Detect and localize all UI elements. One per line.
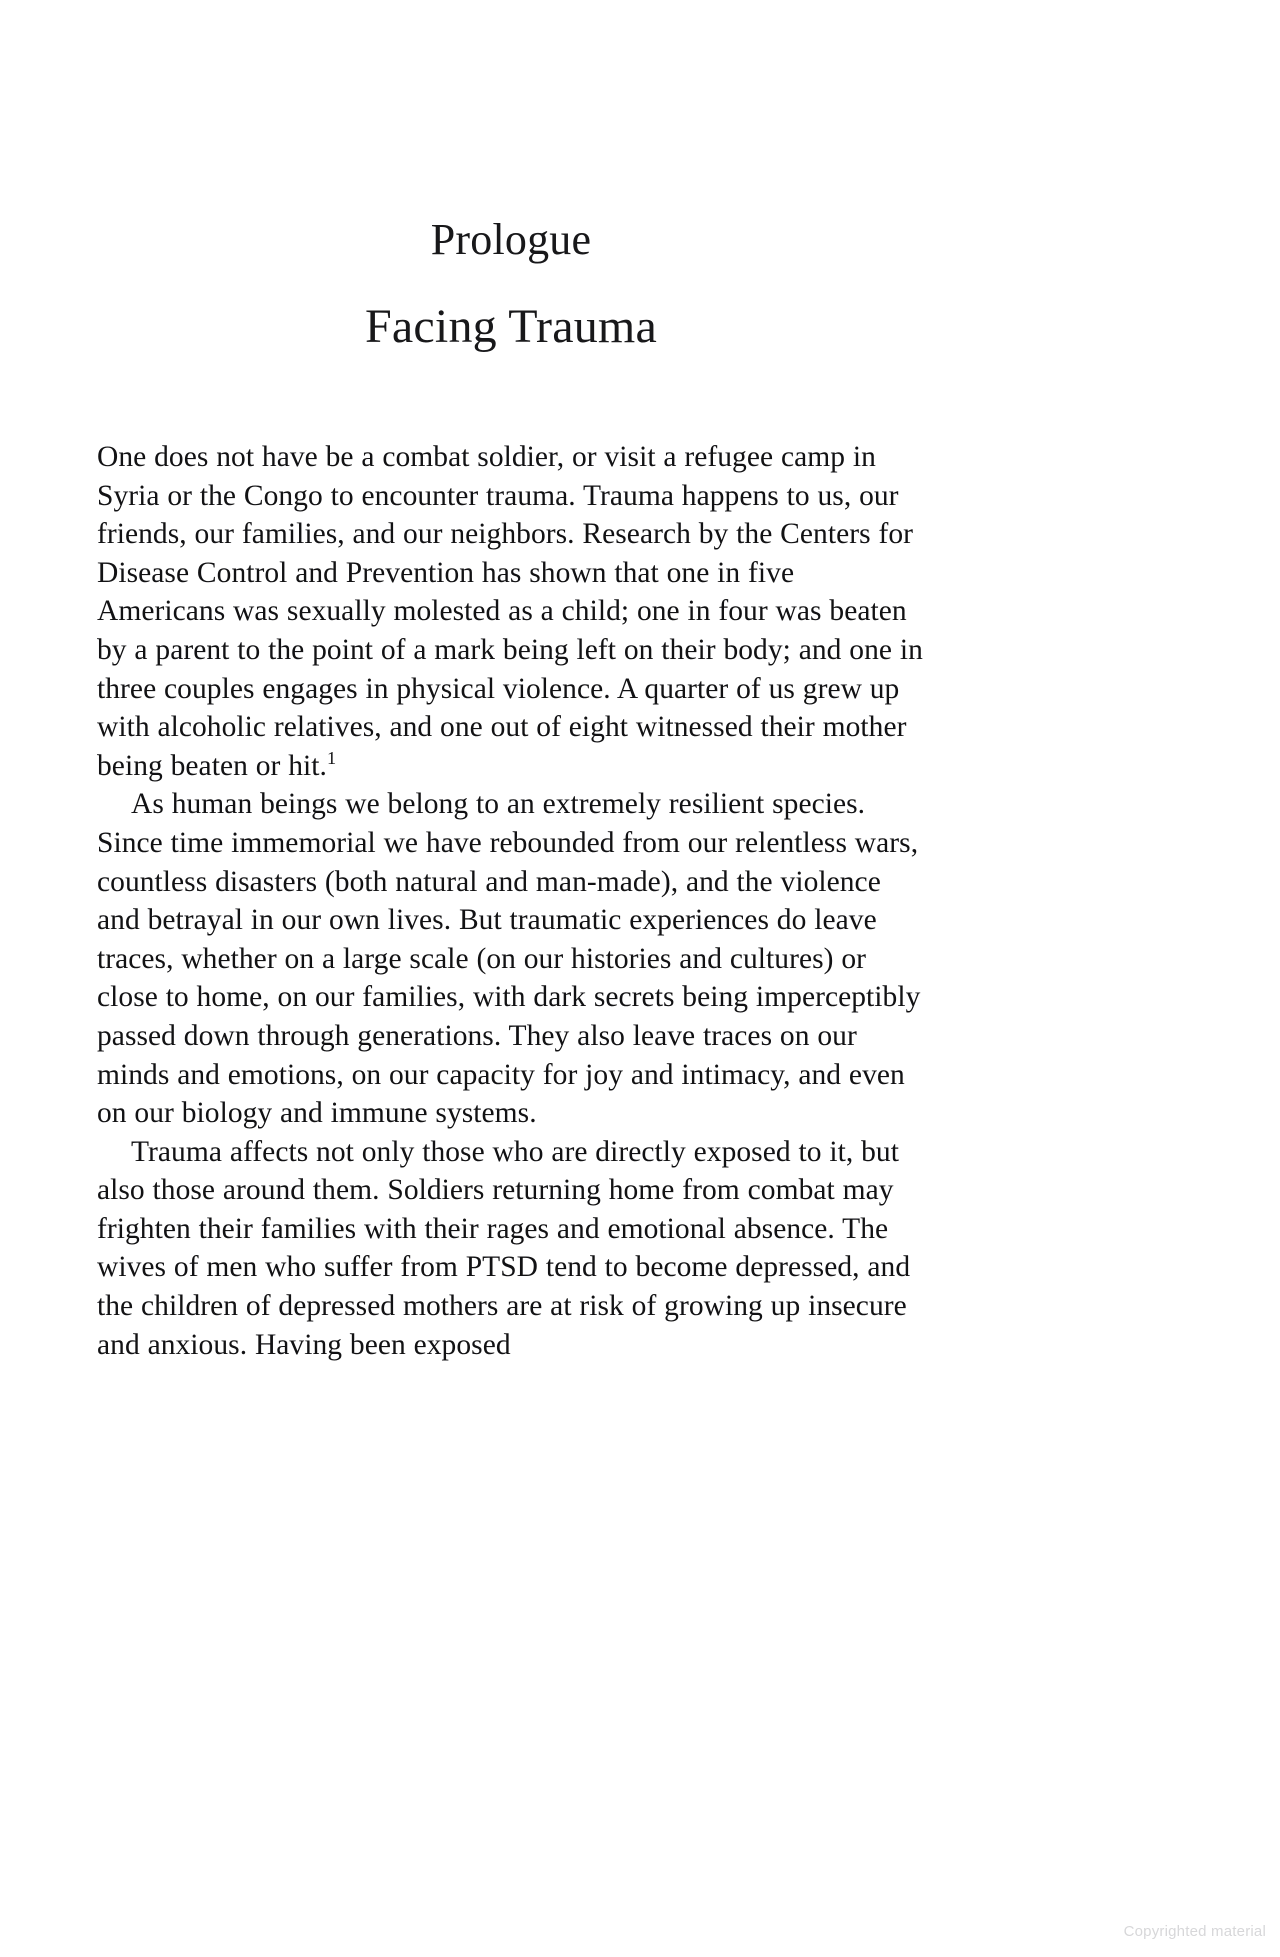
paragraph-1 [97, 438, 925, 785]
footnote-reference-1[interactable]: 1 [326, 747, 337, 768]
body-text-block [97, 438, 925, 1364]
page-chapter-label: Prologue [430, 215, 592, 264]
page-title: Facing Trauma [365, 300, 657, 353]
paragraph-2 [97, 785, 925, 1132]
paragraph-1-text: One does not have be a combat soldier, or visit a refugee camp in Syria or the Congo to encounter trauma. Trauma happens to us, our friends, our families, and our neighbors. Research by the Centers for Disease Control and Prevention has shown that one in five Americans was sexually molested as a child; one in four was beaten by a parent to the point of a mark being left on their body; and one in three couples engages in physical violence. A quarter of us grew up with alcoholic relatives, and one out of eight witnessed their mother being beaten or hit. [97, 441, 923, 782]
paragraph-3 [97, 1133, 925, 1365]
copyright-watermark: Copyrighted material [1123, 1923, 1266, 1940]
paragraph-3-text: Trauma affects not only those who are directly exposed to it, but also those around them. Soldiers returning home from combat may frighten their families with their rages and emotional absence. The wives of men who suffer from PTSD tend to become depressed, and the children of depressed mothers are at risk of growing up insecure and anxious. Having been exposed [97, 1135, 911, 1361]
paragraph-2-text: As human beings we belong to an extremely resilient species. Since time immemorial we have rebounded from our relentless wars, countless disasters (both natural and man-made), and the violence and betrayal in our own lives. But traumatic experiences do leave traces, whether on a large scale (on our histories and cultures) or close to home, on our families, with dark secrets being imperceptibly passed down through generations. They also leave traces on our minds and emotions, on our capacity for joy and intimacy, and even on our biology and immune systems. [97, 788, 921, 1130]
